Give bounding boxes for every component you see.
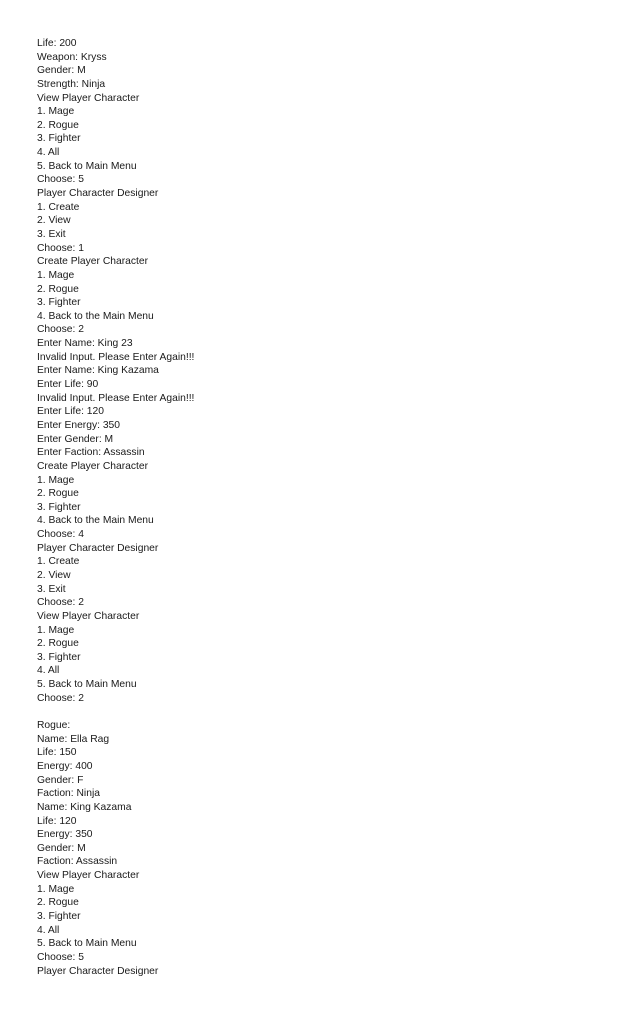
console-line: 1. Create <box>37 201 80 213</box>
console-line: 3. Fighter <box>37 911 81 922</box>
console-line: 4. Back to the Main Menu <box>37 310 154 322</box>
console-line: Player Character Designer <box>37 188 159 200</box>
console-line: Choose: 5 <box>37 951 84 963</box>
console-line: Choose: 2 <box>37 692 84 704</box>
console-line: 3. Fighter <box>37 651 81 663</box>
console-line: 3. Exit <box>37 583 66 595</box>
console-line: 4. All <box>37 924 60 936</box>
console-line: 5. Back to Main Menu <box>37 160 137 172</box>
console-line: View Player Character <box>37 92 140 104</box>
console-line: Energy: 350 <box>37 829 93 841</box>
console-line: Enter Name: King Kazama <box>37 365 159 377</box>
console-line: Enter Life: 90 <box>37 379 99 391</box>
console-line: 2. Rogue <box>37 897 79 909</box>
console-line: Life: 150 <box>37 747 77 759</box>
console-line: 4. All <box>37 147 60 159</box>
console-line: 1. Create <box>37 556 80 568</box>
console-line: Player Character Designer <box>37 542 159 554</box>
console-line: Enter Name: King 23 <box>37 338 133 350</box>
console-line: 5. Back to Main Menu <box>37 938 137 950</box>
console-line: Enter Gender: M <box>37 433 114 445</box>
console-line <box>37 705 597 719</box>
console-line: Rogue: <box>37 720 71 732</box>
console-line: Create Player Character <box>37 460 149 472</box>
console-line: 5. Back to Main Menu <box>37 679 137 691</box>
console-line: 2. Rogue <box>37 283 79 295</box>
console-line: Choose: 4 <box>37 529 84 541</box>
console-line: 2. Rogue <box>37 488 79 500</box>
console-line: Strength: Ninja <box>37 78 106 90</box>
console-line: 3. Fighter <box>37 297 81 309</box>
console-line: 3. Fighter <box>37 501 81 513</box>
console-line: Name: King Kazama <box>37 801 132 813</box>
console-line: Faction: Assassin <box>37 856 118 868</box>
console-line: Faction: Ninja <box>37 788 100 800</box>
console-line: Name: Ella Rag <box>37 733 110 745</box>
console-line: 4. All <box>37 665 60 677</box>
console-line: Enter Energy: 350 <box>37 419 120 431</box>
console-line: Life: 200 <box>37 38 77 49</box>
console-line: 1. Mage <box>37 474 75 486</box>
console-line: Gender: M <box>37 65 86 77</box>
console-line: 1. Mage <box>37 624 75 636</box>
console-line: Invalid Input. Please Enter Again!!! <box>37 351 195 363</box>
console-line: View Player Character <box>37 870 140 882</box>
console-line: Choose: 2 <box>37 597 84 609</box>
console-line: Player Character Designer <box>37 965 159 977</box>
console-line: 1. Mage <box>37 269 75 281</box>
console-output-text <box>37 37 597 978</box>
console-line: Gender: M <box>37 842 86 854</box>
console-line: Enter Life: 120 <box>37 406 104 418</box>
console-line: Life: 120 <box>37 815 77 827</box>
console-line: Gender: F <box>37 774 84 786</box>
console-line: Weapon: Kryss <box>37 51 107 63</box>
console-line: 1. Mage <box>37 883 75 895</box>
console-line: 2. Rogue <box>37 119 79 131</box>
console-line: Choose: 2 <box>37 324 84 336</box>
console-line: 2. View <box>37 215 71 227</box>
console-line: Choose: 1 <box>37 242 84 254</box>
console-line: 1. Mage <box>37 106 75 118</box>
console-line: 3. Fighter <box>37 133 81 145</box>
console-line: 4. Back to the Main Menu <box>37 515 154 527</box>
console-line: Enter Faction: Assassin <box>37 447 145 459</box>
console-line: 2. Rogue <box>37 638 79 650</box>
console-line: Energy: 400 <box>37 760 93 772</box>
console-line: Create Player Character <box>37 256 149 268</box>
console-line: 2. View <box>37 569 71 581</box>
console-line: Invalid Input. Please Enter Again!!! <box>37 392 195 404</box>
console-line: 3. Exit <box>37 228 66 240</box>
console-line: View Player Character <box>37 610 140 622</box>
console-line: Choose: 5 <box>37 174 84 186</box>
